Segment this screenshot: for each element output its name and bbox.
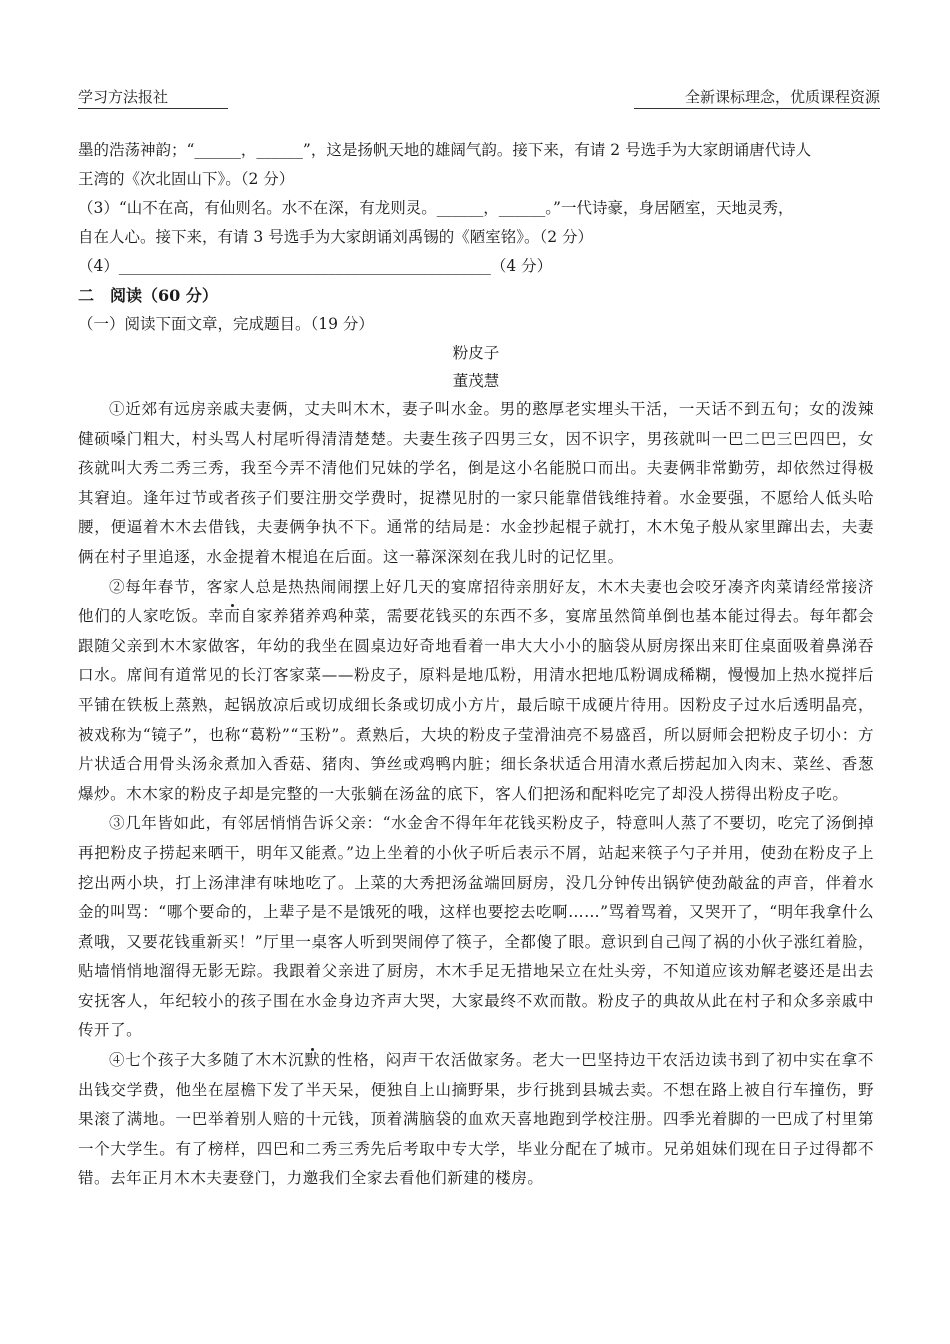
header-rule-left [78, 108, 228, 109]
paragraph-4 [78, 1046, 874, 1194]
article-title: 粉皮子 [452, 344, 500, 362]
paragraph-3: ③几年皆如此，有邻居悄悄告诉父亲：“水金舍不得年年花钱买粉皮子，特意叫人蒸了不要切，吃完了汤倒掉再把粉皮子捞起来晒干，明年又能煮。”边上坐着的小伙子听后表示不屑，站起来筷子勺子并用，使劲在粉皮子上挖出两小块，打上汤津津有味地吃了。上菜的大秀把汤盆端回厨房，没几分钟传出锅铲使劲敲盆的声音，伴着水金的叫骂：“哪个要命的，上辈子是不是饿死的哦，这样也要挖去吃啊……”骂着骂着，又哭开了，“明年我拿什么煮哦，又要花钱重新买！”厅里一桌客人听到哭闹停了筷子，全都傻了眼。意识到自己闯了祸的小伙子涨红着脸，贴墙悄悄地溜得无影无踪。我跟着父亲进了厨房，木木手足无措地呆立在灶头旁，不知道应该劝解老婆还是出去安抚客人，年纪较小的孩子围在水金身边齐声大哭，大家最终不欢而散。粉皮子的典故从此在村子和众多亲戚中传开了。 [78, 814, 874, 1040]
paragraph-4-part-a: ④七个孩子大多随了木木沉 [109, 1051, 305, 1070]
header-publisher: 学习方法报社 [78, 88, 169, 106]
section-heading: 二 阅读（60 分） [78, 286, 218, 305]
paragraph-4-part-b: 的性格，闷声干农活做家务。老大一巴坚持边干农活边读书到了初中实在拿不出钱交学费，他坐在屋檐下发了半天呆，便独自上山摘野果，步行挑到县城去卖。不想在路上被自行车撞伤，野果滚了满地。一巴举着别人赔的十元钱，顶着满脑袋的血欢天喜地跑到学校注册。四季光着脚的一巴成了村里第一个大学生。有了榜样，四巴和二秀三秀先后考取中专大学，毕业分配在了城市。兄弟姐妹们现在日子过得都不错。去年正月木木夫妻登门，力邀我们全家去看他们新建的楼房。 [78, 1051, 874, 1188]
intro-line-1: 墨的浩荡神韵；“______，______”，这是扬帆天地的雄阔气韵。接下来，有请 2 号选手为大家朗诵唐代诗人 [78, 141, 812, 159]
header-slogan: 全新课标理念，优质课程资源 [684, 88, 880, 106]
paragraph-2-part-b: 自家养猪养鸡种菜，需要花钱买的东西不多，宴席虽然简单倒也基本能过得去。每年都会跟随父亲到木木家做客，年幼的我坐在圆桌边好奇地看着一串大大小小的脑袋从厨房探出来盯住桌面吸着鼻涕吞口水。席间有道常见的长汀客家菜——粉皮子，原料是地瓜粉，用清水把地瓜粉调成稀糊，慢慢加上热水搅拌后平铺在铁板上蒸熟，起锅放凉后或切成细长条或切成小方片，最后晾干成硬片待用。因粉皮子过水后透明晶亮，被戏称为“镜子”，也称“葛粉”“玉粉”。煮熟后，大块的粉皮子莹滑油亮不易盛舀，所以厨师会把粉皮子切小：方片状适合用骨头汤汆煮加入香菇、猪肉、笋丝或鸡鸭内脏；细长条状适合用清水煮后捞起加入肉末、菜丝、香葱爆炒。木木家的粉皮子却是完整的一大张躺在汤盆的底下，客人们把汤和配料吃完了却没人捞得出粉皮子吃。 [78, 607, 874, 803]
header-rule-right [634, 108, 880, 109]
section-subheading: （一）阅读下面文章，完成题目。（19 分） [78, 315, 374, 333]
paragraph-2-part-a: ②每年春节，客家人总是热热闹闹摆上好几天的宴席招待亲朋好友，木木夫妻也会咬牙凑齐肉菜请经常接济他们的人家吃饭。幸 [78, 577, 874, 626]
document-body [78, 136, 874, 1194]
intro-line-5: （4）________________________________________________（4 分） [78, 257, 553, 275]
emphasis-char: 默 [304, 1051, 321, 1070]
intro-line-3: （3）“山不在高，有仙则名。水不在深，有龙则灵。______，______。”一代诗豪，身居陋室，天地灵秀， [78, 199, 794, 217]
paragraph-1: ①近郊有远房亲戚夫妻俩，丈夫叫木木，妻子叫水金。男的憨厚老实埋头干活，一天话不到五句；女的泼辣健硕嗓门粗大，村头骂人村尾听得清清楚楚。夫妻生孩子四男三女，因不识字，男孩就叫一巴二巴三巴四巴，女孩就叫大秀二秀三秀，我至今弄不清他们兄妹的学名，倒是这小名能脱口而出。夫妻俩非常勤劳，却依然过得极其窘迫。逢年过节或者孩子们要注册交学费时，捉襟见肘的一家只能靠借钱维持着。水金要强，不愿给人低头哈腰，便逼着木木去借钱，夫妻俩争执不下。通常的结局是：水金抄起棍子就打，木木兔子般从家里蹿出去，夫妻俩在村子里追逐，水金提着木棍追在后面。这一幕深深刻在我儿时的记忆里。 [78, 400, 874, 566]
article-author: 董茂慧 [452, 372, 500, 390]
intro-line-4: 自在人心。接下来，有请 3 号选手为大家朗诵刘禹锡的《陋室铭》。（2 分） [78, 228, 594, 246]
page-header [78, 86, 880, 110]
intro-line-2: 王湾的《次北固山下》。（2 分） [78, 170, 295, 188]
paragraph-2 [78, 573, 874, 810]
emphasis-char: 而 [224, 607, 241, 626]
